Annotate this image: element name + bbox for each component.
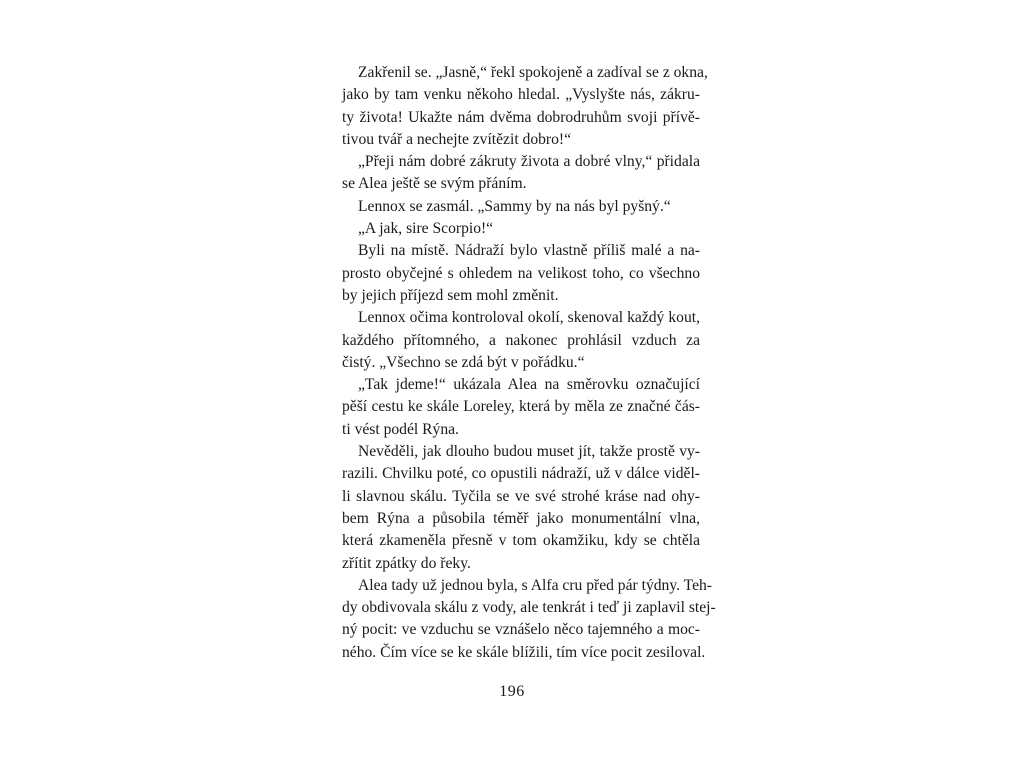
paragraph-4 xyxy=(326,218,700,240)
paragraph-6 xyxy=(326,307,700,374)
text-line: „Přeji nám dobré zákruty života a dobré vlny,“ přidala xyxy=(358,153,700,171)
text-line: jako by tam venku někoho hledal. „Vyslyšte nás, zákru- xyxy=(342,86,700,104)
text-line: zřítit zpátky do řeky. xyxy=(342,554,471,572)
text-line: „A jak, sire Scorpio!“ xyxy=(358,220,494,238)
text-line: se Alea ještě se svým přáním. xyxy=(342,175,527,193)
paragraph-3 xyxy=(326,196,700,218)
text-line: prosto obyčejné s ohledem na velikost toho, co všechno xyxy=(342,264,700,282)
text-line: Byli na místě. Nádraží bylo vlastně příliš malé a na- xyxy=(358,242,700,260)
body-text xyxy=(326,62,716,664)
text-line: Lennox se zasmál. „Sammy by na nás byl pyšný.“ xyxy=(358,197,671,215)
text-line: „Tak jdeme!“ ukázala Alea na směrovku označující xyxy=(358,376,700,394)
text-line: která zkameněla přesně v tom okamžiku, kdy se chtěla xyxy=(342,532,700,550)
paragraph-2 xyxy=(326,151,700,196)
text-line: by jejich příjezd sem mohl změnit. xyxy=(342,286,559,304)
text-line: ti vést podél Rýna. xyxy=(342,420,459,438)
page-number: 196 xyxy=(499,683,525,700)
text-line: tivou tvář a nechejte zvítězit dobro!“ xyxy=(342,130,572,148)
text-line: každého přítomného, a nakonec prohlásil vzduch za xyxy=(342,331,700,349)
text-line: čistý. „Všechno se zdá být v pořádku.“ xyxy=(342,353,585,371)
text-line: dy obdivovala skálu z vody, ale tenkrát i teď ji zaplavil stej- xyxy=(342,599,716,617)
text-line: Alea tady už jednou byla, s Alfa cru před pár týdny. Teh- xyxy=(358,576,712,594)
text-line: Zakřenil se. „Jasně,“ řekl spokojeně a zadíval se z okna, xyxy=(358,64,708,81)
text-line: ty života! Ukažte nám dvěma dobrodruhům svoji přívě- xyxy=(342,108,700,126)
text-line: bem Rýna a působila téměř jako monumentální vlna, xyxy=(342,509,700,527)
text-line: pěší cestu ke skále Loreley, která by měla ze značné čás- xyxy=(342,398,700,416)
paragraph-8 xyxy=(326,441,700,575)
text-line: razili. Chvilku poté, co opustili nádraží, už v dálce viděl- xyxy=(342,465,700,483)
text-line: Lennox očima kontroloval okolí, skenoval každý kout, xyxy=(358,309,700,327)
text-line: ný pocit: ve vzduchu se vznášelo něco tajemného a moc- xyxy=(342,621,700,639)
paragraph-1 xyxy=(326,62,708,151)
paragraph-9 xyxy=(326,575,716,664)
text-line: ného. Čím více se ke skále blížili, tím více pocit zesiloval. xyxy=(342,643,706,661)
paragraph-7 xyxy=(326,374,700,441)
text-line: Nevěděli, jak dlouho budou muset jít, takže prostě vy- xyxy=(358,443,700,461)
text-line: li slavnou skálu. Tyčila se ve své strohé kráse nad ohy- xyxy=(342,487,700,505)
paragraph-5 xyxy=(326,240,700,307)
